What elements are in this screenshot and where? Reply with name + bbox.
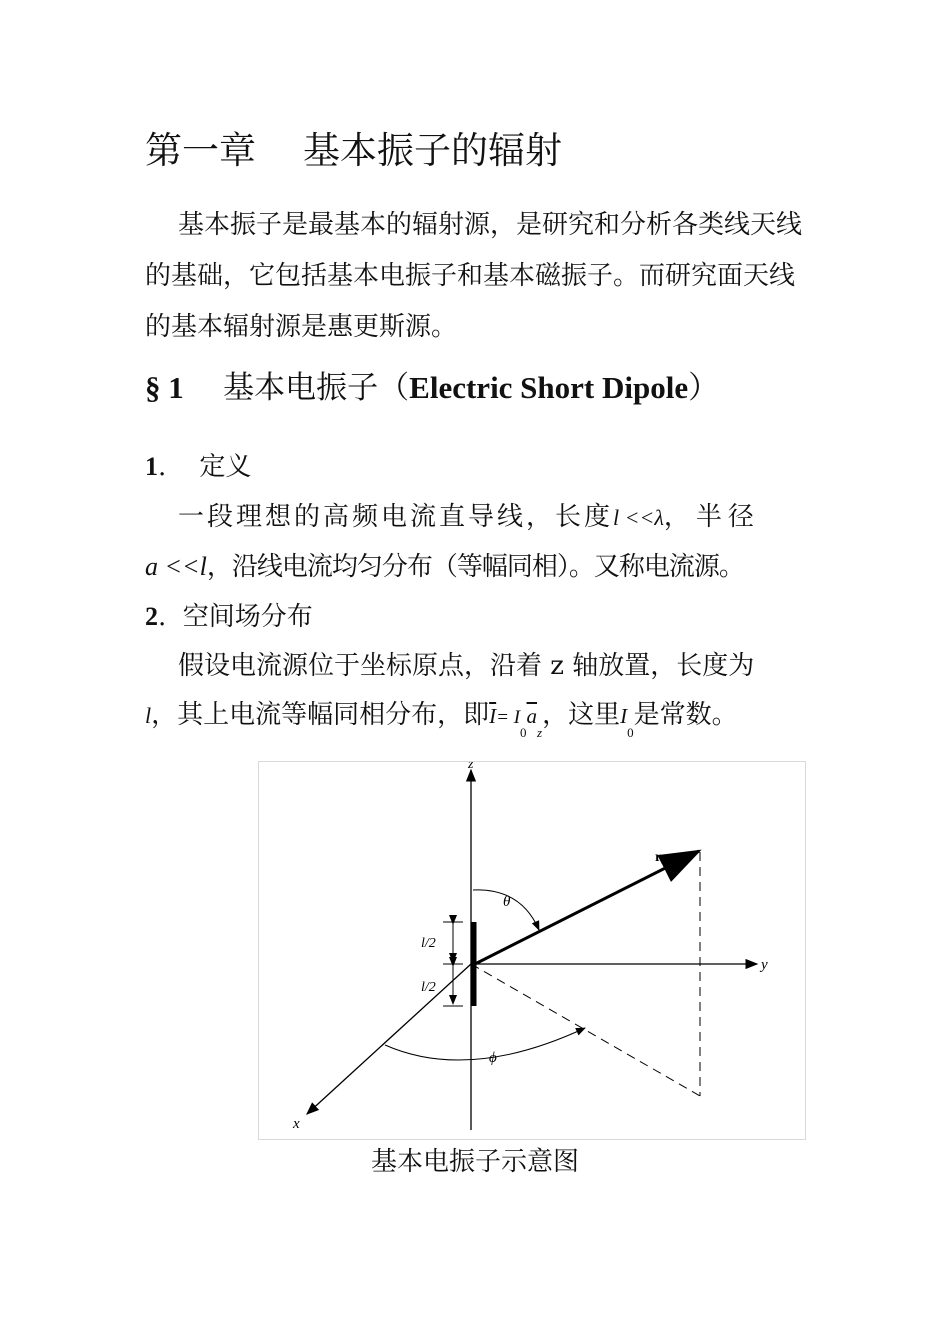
section-title-close: ） bbox=[688, 370, 720, 406]
current-vector-I: $\overline{I}$ bbox=[489, 704, 497, 728]
constant-I0: I bbox=[620, 704, 628, 728]
chapter-title: 第一章 基本振子的辐射 bbox=[145, 129, 563, 172]
section-title-cn: 基本电振子（ bbox=[223, 370, 410, 406]
item1-separator: . bbox=[158, 452, 167, 482]
x-axis-label: x bbox=[293, 1116, 300, 1132]
intro-paragraph: 基本振子是最基本的辐射源，是研究和分析各类线天线的基础，它包括基本电振子和基本磁振子。而研究面天线的基本辐射源是惠更斯源。 bbox=[145, 210, 803, 342]
item1-line2 bbox=[145, 546, 744, 583]
dipole-diagram bbox=[259, 762, 807, 1141]
item2-heading bbox=[145, 596, 313, 633]
item1-line1-post: ，半径 bbox=[663, 502, 760, 532]
y-axis-label: y bbox=[761, 957, 768, 973]
item1-heading bbox=[145, 446, 251, 483]
x-axis bbox=[307, 964, 471, 1114]
item2-length-symbol: l bbox=[145, 703, 152, 728]
item1-number: 1 bbox=[145, 452, 158, 481]
item2-title: 空间场分布 bbox=[182, 602, 313, 632]
phi-arc bbox=[385, 1028, 585, 1060]
item2-line2-b: ，这里 bbox=[542, 700, 621, 730]
section-title bbox=[145, 362, 719, 407]
item1-line2-post: ，沿线电流均匀分布（等幅同相）。又称电流源。 bbox=[206, 552, 744, 582]
section-title-en: Electric Short Dipole bbox=[409, 370, 689, 405]
z-axis-label: z bbox=[468, 762, 474, 772]
phi-label: ϕ bbox=[489, 1050, 497, 1066]
item1-length-condition: l <<λ bbox=[613, 505, 664, 530]
theta-label: θ bbox=[503, 894, 511, 910]
half-length-bottom-label: l/2 bbox=[421, 980, 436, 995]
r-vector-label: r bbox=[655, 850, 662, 865]
unit-vector-a: $\overline{a}$ bbox=[526, 704, 538, 728]
item2-line2 bbox=[145, 694, 738, 740]
section-mark: § 1 bbox=[145, 370, 184, 405]
figure-caption: 基本电振子示意图 bbox=[370, 1147, 579, 1177]
item1-radius-condition: a <<l bbox=[145, 552, 207, 581]
half-length-top-label: l/2 bbox=[421, 936, 436, 951]
item1-title: 定义 bbox=[199, 452, 252, 482]
item2-line2-a: ，其上电流等幅同相分布，即 bbox=[151, 700, 490, 730]
constant-I0-sub: 0 bbox=[627, 725, 634, 740]
projection-horizontal bbox=[471, 964, 700, 1096]
item2-separator: . bbox=[158, 602, 167, 632]
item2-number: 2 bbox=[145, 602, 158, 631]
item2-line1: 假设电流源位于坐标原点，沿着 z 轴放置，长度为 bbox=[178, 651, 755, 681]
item1-line1-pre: 一段理想的高频电流直导线，长度 bbox=[178, 502, 614, 532]
current-equals-I: = I bbox=[496, 707, 521, 728]
item2-line2-c: 是常数。 bbox=[633, 700, 738, 730]
item1-line1 bbox=[178, 496, 760, 533]
unit-vector-sub-z: z bbox=[537, 725, 543, 740]
dipole-figure bbox=[258, 761, 806, 1140]
current-sub-0: 0 bbox=[520, 725, 527, 740]
